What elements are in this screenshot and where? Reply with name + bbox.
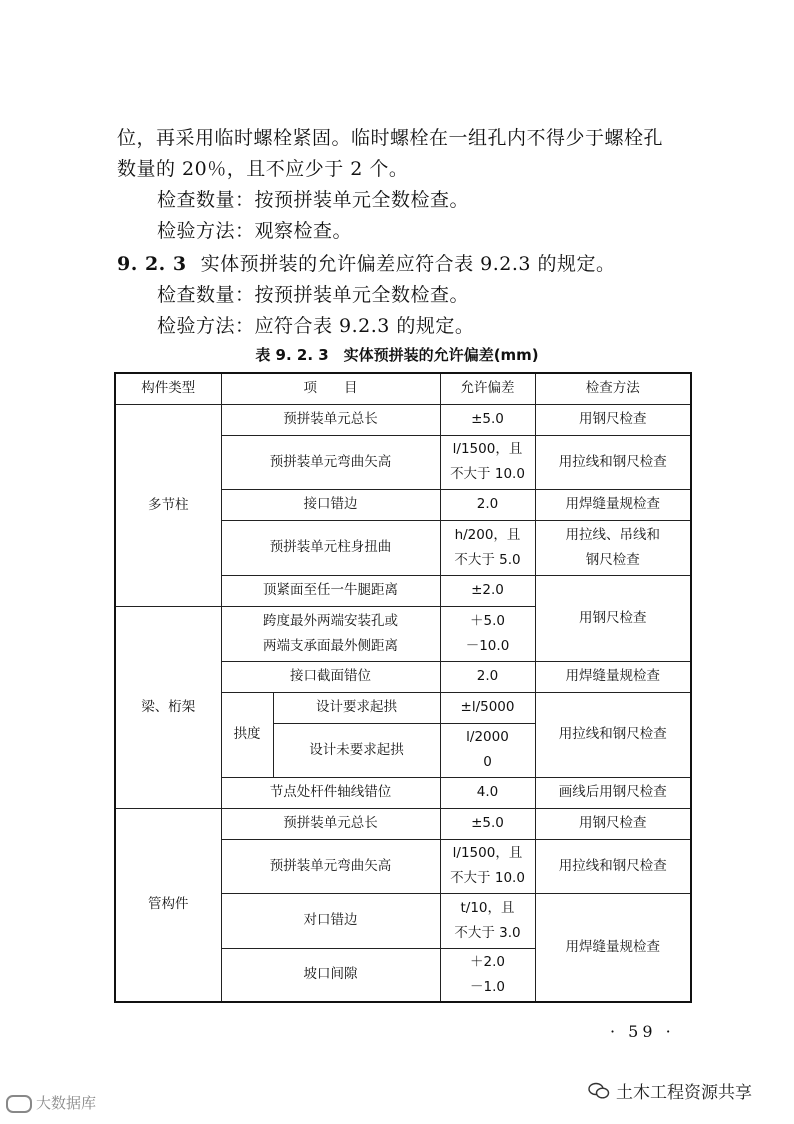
table-caption: 表 9. 2. 3 实体预拼装的允许偏差(mm) [255,346,539,364]
camera-icon [6,1095,32,1113]
body-line-3: 检查数量：按预拼装单元全数检查。 [157,189,470,211]
tolerance-cell: ±5.0 [440,808,535,839]
tolerance-cell: 2.0 [440,489,535,520]
tolerance-line: t/10，且 [460,899,515,916]
item-cell: 设计未要求起拱 [273,723,440,777]
watermark-right [588,1078,752,1103]
tolerance-line: l/2000 [466,729,509,745]
header-tolerance: 允许偏差 [440,373,535,404]
tolerance-cell: ±l/5000 [440,692,535,723]
tolerance-line: 不大于 5.0 [454,551,521,568]
method-cell: 用拉线和钢尺检查 [535,435,691,489]
section-number: 9. 2. 3 [117,253,187,275]
method-line: 用拉线、吊线和 [565,526,660,543]
group-beam-truss: 梁、桁架 [115,606,221,808]
method-cell: 用钢尺检查 [535,808,691,839]
tolerance-cell [440,839,535,893]
method-cell: 画线后用钢尺检查 [535,777,691,808]
page-number: · 59 · [610,1022,675,1041]
item-cell: 对口错边 [221,893,440,948]
item-cell: 接口错边 [221,489,440,520]
tolerance-cell: ±5.0 [440,404,535,435]
header-method: 检查方法 [535,373,691,404]
group-multi-column: 多节柱 [115,404,221,606]
item-line: 两端支承面最外侧距离 [263,637,398,654]
tolerance-cell [440,723,535,777]
method-line: 钢尺检查 [585,551,640,568]
method-cell: 用焊缝量规检查 [535,893,691,1002]
tolerance-line: 不大于 10.0 [450,870,525,886]
tolerance-cell [440,948,535,1002]
tolerance-line: h/200，且 [454,526,521,543]
item-cell: 预拼装单元总长 [221,808,440,839]
method-cell: 用拉线和钢尺检查 [535,692,691,777]
body-line-1: 位，再采用临时螺栓紧固。临时螺栓在一组孔内不得少于螺栓孔 [117,127,664,149]
item-cell: 设计要求起拱 [273,692,440,723]
tolerance-cell: 4.0 [440,777,535,808]
body-line-2: 数量的 20％，且不应少于 2 个。 [117,158,409,180]
section-text: 实体预拼装的允许偏差应符合表 9.2.3 的规定。 [200,253,616,275]
item-line: 跨度最外两端安装孔或 [263,612,398,629]
method-cell: 用焊缝量规检查 [535,489,691,520]
method-cell: 用拉线和钢尺检查 [535,839,691,893]
tolerance-line: 不大于 10.0 [450,466,525,482]
tolerance-cell [440,606,535,661]
item-cell [221,606,440,661]
method-cell: 用钢尺检查 [535,575,691,661]
table-header-row [115,373,691,404]
method-cell [535,520,691,575]
item-cell: 坡口间隙 [221,948,440,1002]
item-cell: 预拼装单元弯曲矢高 [221,435,440,489]
camber-label: 拱度 [221,692,273,777]
tolerance-cell: 2.0 [440,661,535,692]
tolerance-line: ＋2.0 [470,953,505,970]
tolerance-cell [440,435,535,489]
item-cell: 预拼装单元总长 [221,404,440,435]
item-cell: 顶紧面至任一牛腿距离 [221,575,440,606]
method-cell: 用钢尺检查 [535,404,691,435]
tolerance-line: －1.0 [470,978,505,995]
item-cell: 预拼装单元柱身扭曲 [221,520,440,575]
header-item: 项 目 [221,373,440,404]
watermark-left-text: 大数据库 [36,1094,97,1112]
table-row [115,808,691,839]
tolerance-line: l/1500，且 [452,845,523,861]
item-cell: 接口截面错位 [221,661,440,692]
tolerance-cell [440,893,535,948]
watermark-left [6,1092,96,1113]
tolerance-line: －10.0 [465,637,510,654]
watermark-right-text: 土木工程资源共享 [616,1083,752,1103]
body-line-4: 检验方法：观察检查。 [157,220,353,242]
tolerance-line: 0 [483,754,492,770]
item-cell: 预拼装单元弯曲矢高 [221,839,440,893]
section-9-2-3 [117,252,616,276]
tolerance-cell [440,520,535,575]
wechat-icon [588,1082,610,1100]
table-row [115,404,691,435]
tolerance-cell: ±2.0 [440,575,535,606]
method-cell: 用焊缝量规检查 [535,661,691,692]
tolerance-line: l/1500，且 [452,441,523,457]
deviation-table [114,372,692,1003]
body-line-6: 检查数量：按预拼装单元全数检查。 [157,284,470,306]
tolerance-line: 不大于 3.0 [454,924,521,941]
header-type: 构件类型 [115,373,221,404]
group-tube: 管构件 [115,808,221,1002]
tolerance-line: ＋5.0 [470,612,505,629]
item-cell: 节点处杆件轴线错位 [221,777,440,808]
body-line-7: 检验方法：应符合表 9.2.3 的规定。 [157,315,475,337]
